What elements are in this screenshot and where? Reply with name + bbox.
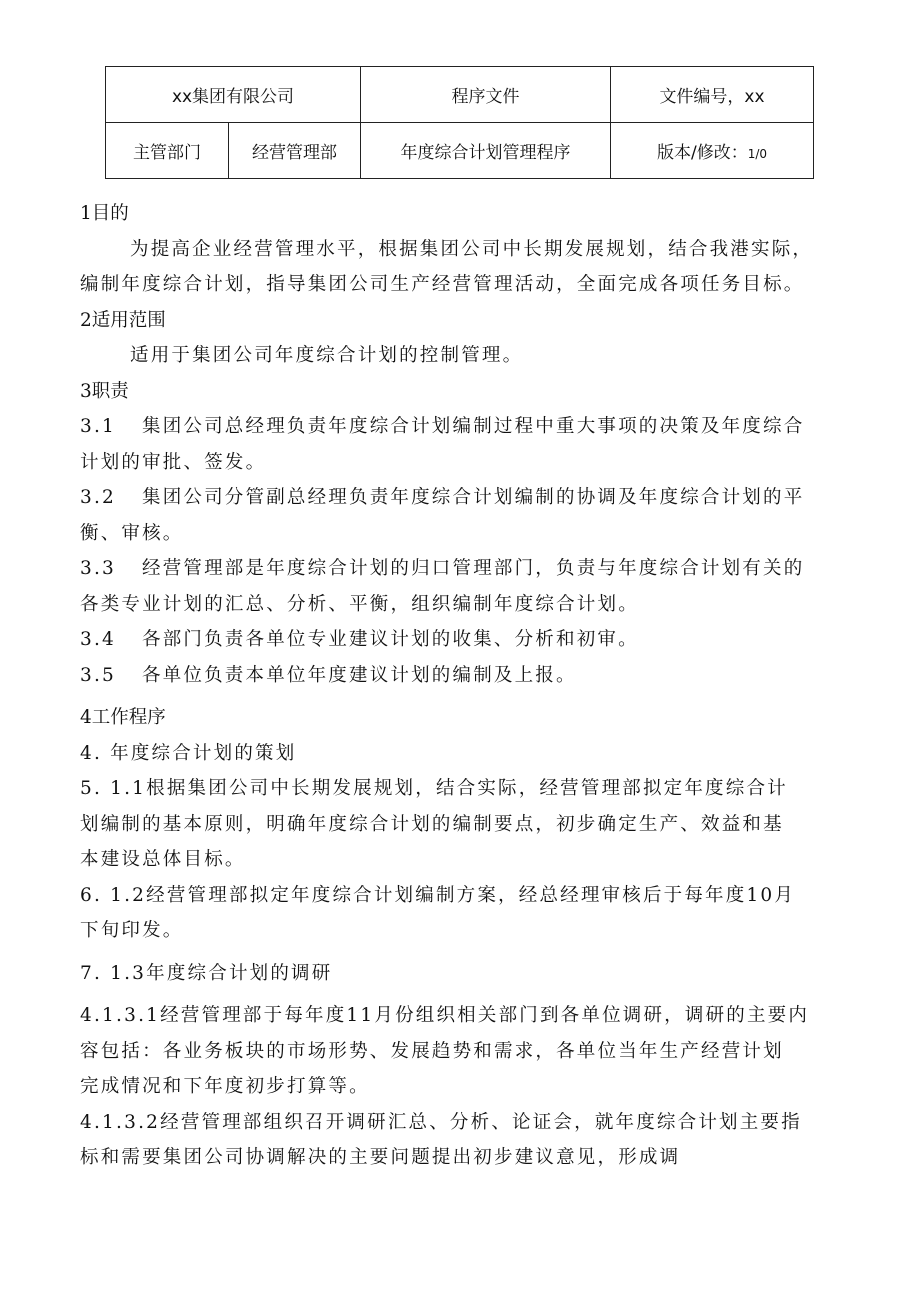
item-text: 集团公司分管副总经理负责年度综合计划编制的协调及年度综合计划的平 <box>142 487 805 508</box>
paragraph-line: 编制年度综合计划，指导集团公司生产经营管理活动，全面完成各项任务目标。 <box>80 274 805 295</box>
item-number: 3.5 <box>80 664 117 686</box>
document-header-table <box>105 66 814 179</box>
paragraph-line: 容包括：各业务板块的市场形势、发展趋势和需求，各单位当年生产经营计划 <box>80 1040 784 1062</box>
paragraph-line: 标和需要集团公司协调解决的主要问题提出初步建议意见，形成调 <box>80 1147 681 1168</box>
paragraph-line: 为提高企业经营管理水平，根据集团公司中长期发展规划，结合我港实际， <box>130 238 814 260</box>
item-number: 3.4 <box>80 629 117 650</box>
document-body <box>80 196 850 1176</box>
paragraph-line: 本建设总体目标。 <box>80 849 246 870</box>
duty-item-3-5 <box>80 658 850 694</box>
duty-item-3-2 <box>80 480 850 516</box>
item-text: 经营管理部是年度综合计划的归口管理部门，负责与年度综合计划有关的 <box>142 558 805 579</box>
paragraph-line: 6. 1.2经营管理部拟定年度综合计划编制方案，经总经理审核后于每年度10月 <box>80 884 796 906</box>
item-number: 3.2 <box>80 487 117 508</box>
item-number: 3.1 <box>80 416 117 437</box>
duty-item-3-1 <box>80 409 850 445</box>
document-type: 程序文件 <box>361 67 611 123</box>
section-heading-procedure: 4工作程序 <box>80 707 166 728</box>
document-title: 年度综合计划管理程序 <box>361 123 611 179</box>
item-text: 各部门负责各单位专业建议计划的收集、分析和初审。 <box>142 629 639 650</box>
paragraph-line: 完成情况和下年度初步打算等。 <box>80 1076 370 1097</box>
item-number: 3.3 <box>80 558 117 579</box>
document-number: 文件编号，xx <box>611 67 814 123</box>
paragraph-line: 计划的审批、签发。 <box>80 451 267 473</box>
version-label: 版本/修改： <box>656 143 748 163</box>
section-heading-duties: 3职责 <box>80 380 129 402</box>
subsection-heading: 7. 1.3年度综合计划的调研 <box>80 962 333 984</box>
department-label: 主管部门 <box>106 123 229 179</box>
version-value: 1/0 <box>747 147 768 161</box>
version-cell <box>611 123 814 179</box>
paragraph-line: 下旬印发。 <box>80 920 184 941</box>
subsection-heading: 4. 年度综合计划的策划 <box>80 742 297 764</box>
item-text: 各单位负责本单位年度建议计划的编制及上报。 <box>142 664 577 686</box>
paragraph-line: 5. 1.1根据集团公司中长期发展规划，结合实际，经营管理部拟定年度综合计 <box>80 778 788 799</box>
paragraph-line: 适用于集团公司年度综合计划的控制管理。 <box>130 345 524 366</box>
header-row-2 <box>106 123 814 179</box>
paragraph-line: 4.1.3.1经营管理部于每年度11月份组织相关部门到各单位调研，调研的主要内 <box>80 1005 810 1026</box>
department-value: 经营管理部 <box>229 123 361 179</box>
company-name: xx集团有限公司 <box>106 67 361 123</box>
paragraph-line: 衡、审核。 <box>80 522 184 544</box>
section-heading-purpose: 1目的 <box>80 203 129 224</box>
duty-item-3-3 <box>80 551 850 587</box>
paragraph-line: 4.1.3.2经营管理部组织召开调研汇总、分析、论证会，就年度综合计划主要指 <box>80 1111 802 1133</box>
item-text: 集团公司总经理负责年度综合计划编制过程中重大事项的决策及年度综合 <box>142 416 805 437</box>
duty-item-3-4 <box>80 622 850 658</box>
paragraph-line: 各类专业计划的汇总、分析、平衡，组织编制年度综合计划。 <box>80 593 639 615</box>
header-row-1 <box>106 67 814 123</box>
section-heading-scope: 2适用范围 <box>80 309 166 331</box>
paragraph-line: 划编制的基本原则，明确年度综合计划的编制要点，初步确定生产、效益和基 <box>80 813 784 835</box>
